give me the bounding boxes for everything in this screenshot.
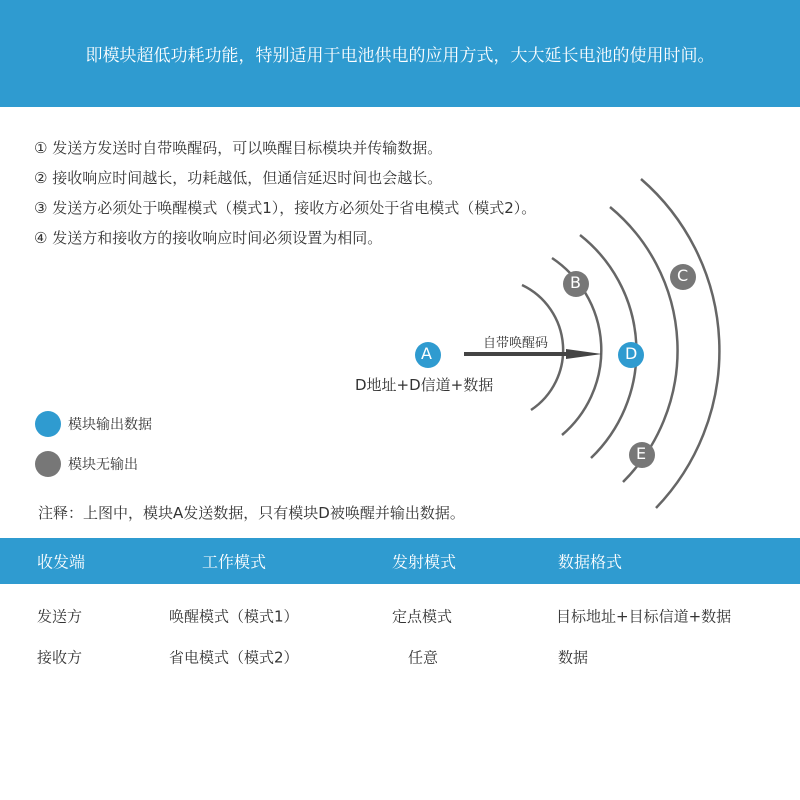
note-item: ① 发送方发送时自带唤醒码，可以唤醒目标模块并传输数据。 bbox=[34, 139, 443, 157]
arrow-head bbox=[566, 349, 602, 359]
node-d-label: D bbox=[625, 344, 638, 363]
table-cell: 目标地址+目标信道+数据 bbox=[556, 607, 732, 626]
signal-arc bbox=[610, 207, 678, 482]
blue-dot-icon bbox=[35, 411, 61, 437]
table-row bbox=[0, 601, 800, 631]
table-row bbox=[0, 642, 800, 672]
header-cell: 发射模式 bbox=[392, 552, 457, 572]
table-cell: 唤醒模式（模式1） bbox=[169, 607, 299, 626]
table-cell: 定点模式 bbox=[392, 607, 453, 626]
payload-label: D地址+D信道+数据 bbox=[355, 376, 494, 394]
note-item: ③ 发送方必须处于唤醒模式（模式1），接收方必须处于省电模式（模式2）。 bbox=[34, 199, 537, 217]
table-header bbox=[0, 538, 800, 584]
legend-item-output bbox=[35, 411, 152, 437]
header-cell: 工作模式 bbox=[202, 552, 267, 572]
legend-item-no-output bbox=[35, 451, 138, 477]
legend-label: 模块输出数据 bbox=[68, 417, 152, 433]
table-cell: 省电模式（模式2） bbox=[169, 648, 299, 667]
header-banner: 即模块超低功耗功能，特别适用于电池供电的应用方式，大大延长电池的使用时间。 bbox=[0, 0, 800, 107]
node-c-label: C bbox=[677, 266, 689, 285]
table-cell: 接收方 bbox=[37, 648, 83, 667]
node-a-label: A bbox=[421, 344, 432, 363]
arrow-label: 自带唤醒码 bbox=[483, 336, 549, 351]
table-cell: 发送方 bbox=[37, 607, 83, 626]
note-item: ④ 发送方和接收方的接收响应时间必须设置为相同。 bbox=[34, 229, 383, 247]
gray-dot-icon bbox=[35, 451, 61, 477]
footnote: 注释：上图中，模块A发送数据，只有模块D被唤醒并输出数据。 bbox=[38, 504, 465, 522]
table-cell: 数据 bbox=[558, 648, 589, 667]
node-b-label: B bbox=[570, 273, 581, 292]
legend-label: 模块无输出 bbox=[68, 457, 138, 473]
note-item: ② 接收响应时间越长，功耗越低，但通信延迟时间也会越长。 bbox=[34, 169, 443, 187]
node-e-label: E bbox=[636, 444, 647, 463]
header-cell: 数据格式 bbox=[558, 552, 623, 572]
header-cell: 收发端 bbox=[37, 552, 86, 572]
table-cell: 任意 bbox=[408, 648, 439, 667]
